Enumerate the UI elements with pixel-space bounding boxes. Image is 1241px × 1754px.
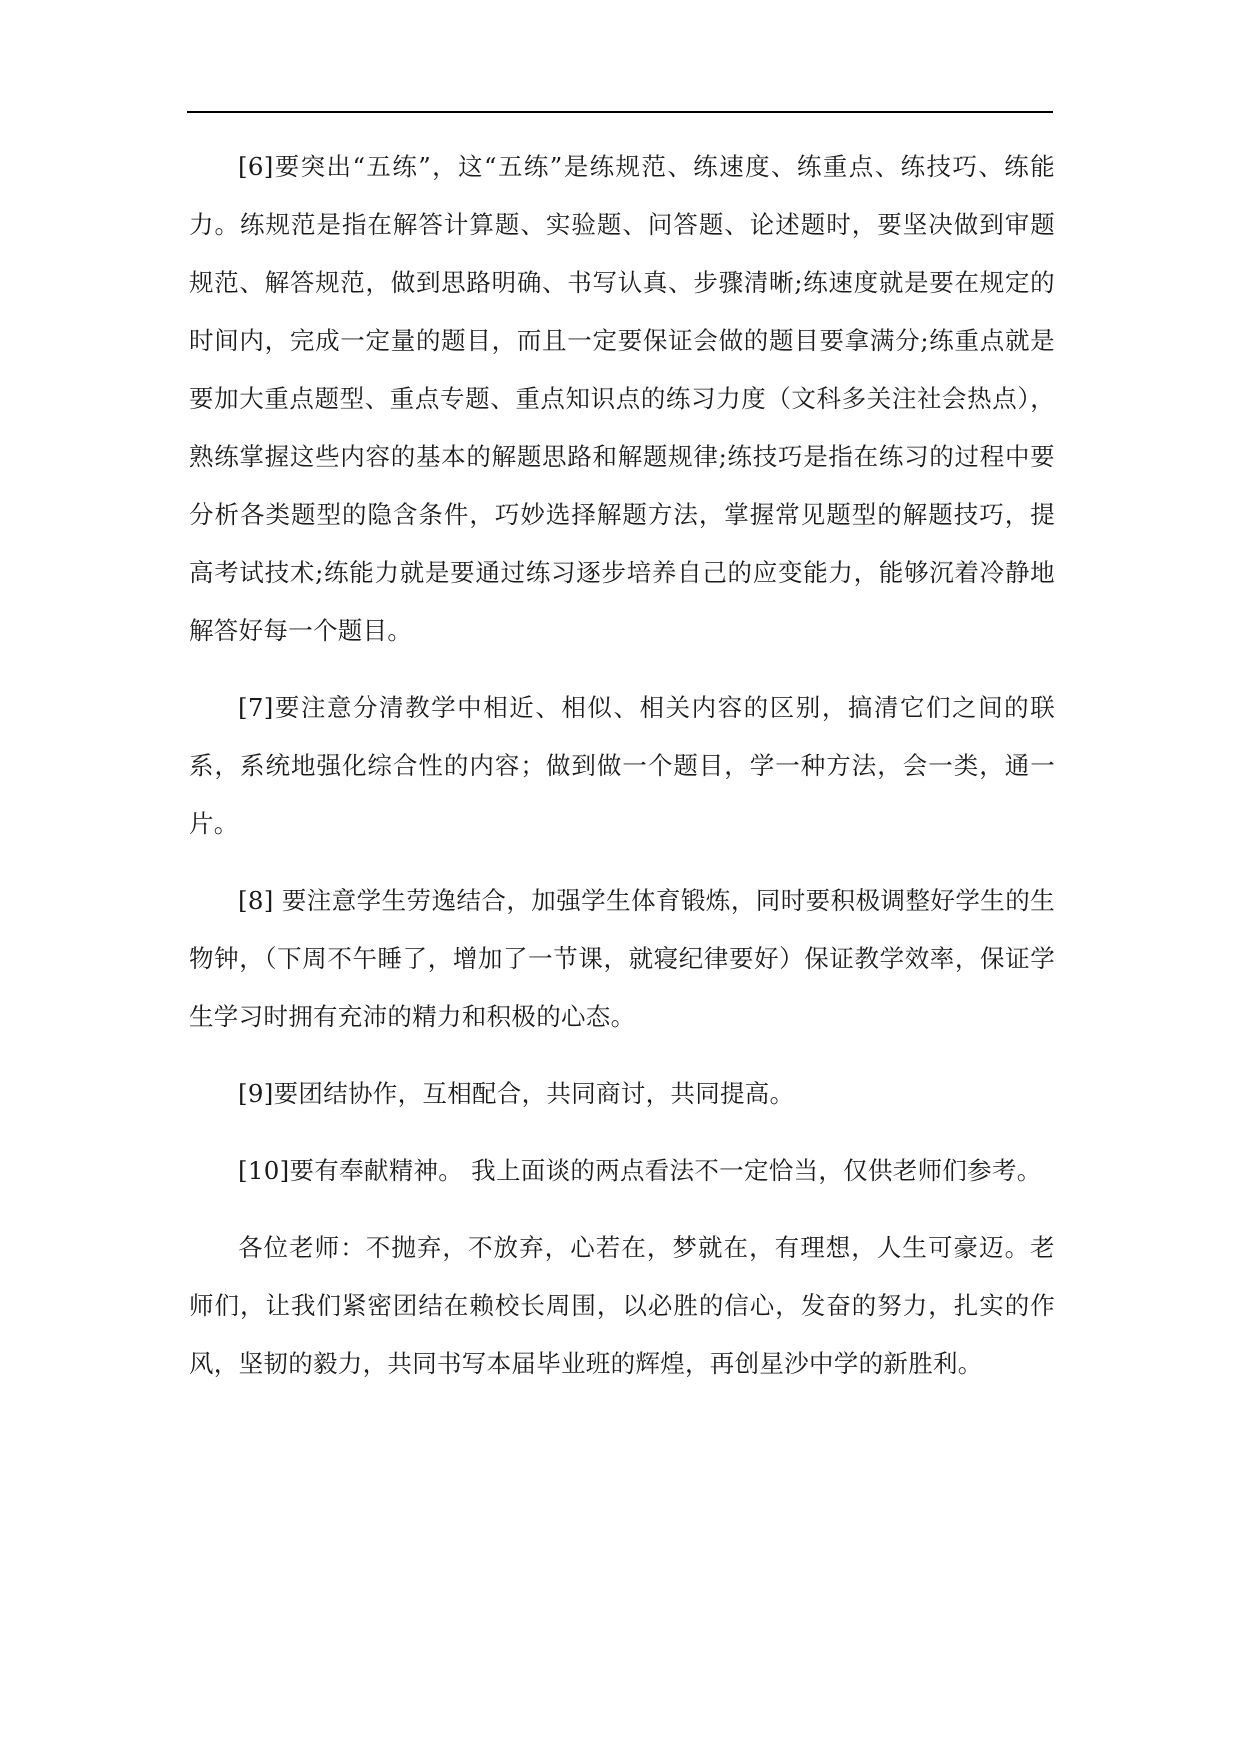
paragraph-6: [6]要突出“五练”，这“五练”是练规范、练速度、练重点、练技巧、练能力。练规范是指在解答计算题、实验题、问答题、论述题时，要坚决做到审题规范、解答规范，做到思路明确、书写认真、步骤清晰;练速度就是要在规定的时间内，完成一定量的题目，而且一定要保证会做的题目要拿满分;练重点就是要加大重点题型、重点专题、重点知识点的练习力度（文科多关注社会热点），熟练掌握这些内容的基本的解题思路和解题规律;练技巧是指在练习的过程中要分析各类题型的隐含条件，巧妙选择解题方法，掌握常见题型的解题技巧，提高考试技术;练能力就是要通过练习逐步培养自己的应变能力，能够沉着冷静地解答好每一个题目。 xyxy=(189,152,1055,645)
paragraph-8: [8] 要注意学生劳逸结合，加强学生体育锻炼，同时要积极调整好学生的生物钟，（下周不午睡了，增加了一节课，就寝纪律要好）保证教学效率，保证学生学习时拥有充沛的精力和积极的心态。 xyxy=(189,886,1055,1031)
paragraph-10: [10]要有奉献精神。 我上面谈的两点看法不一定恰当，仅供老师们参考。 xyxy=(238,1156,1042,1185)
header-rule xyxy=(187,111,1053,113)
paragraph-9: [9]要团结协作，互相配合，共同商讨，共同提高。 xyxy=(238,1079,795,1108)
body-text xyxy=(189,138,1055,1393)
paragraph-7: [7]要注意分清教学中相近、相似、相关内容的区别，搞清它们之间的联系，系统地强化综合性的内容；做到做一个题目，学一种方法，会一类，通一片。 xyxy=(189,693,1055,838)
closing-paragraph: 各位老师：不抛弃，不放弃，心若在，梦就在，有理想，人生可豪迈。老师们，让我们紧密团结在赖校长周围，以必胜的信心，发奋的努力，扎实的作风，坚韧的毅力，共同书写本届毕业班的辉煌，再创星沙中学的新胜利。 xyxy=(189,1233,1055,1378)
